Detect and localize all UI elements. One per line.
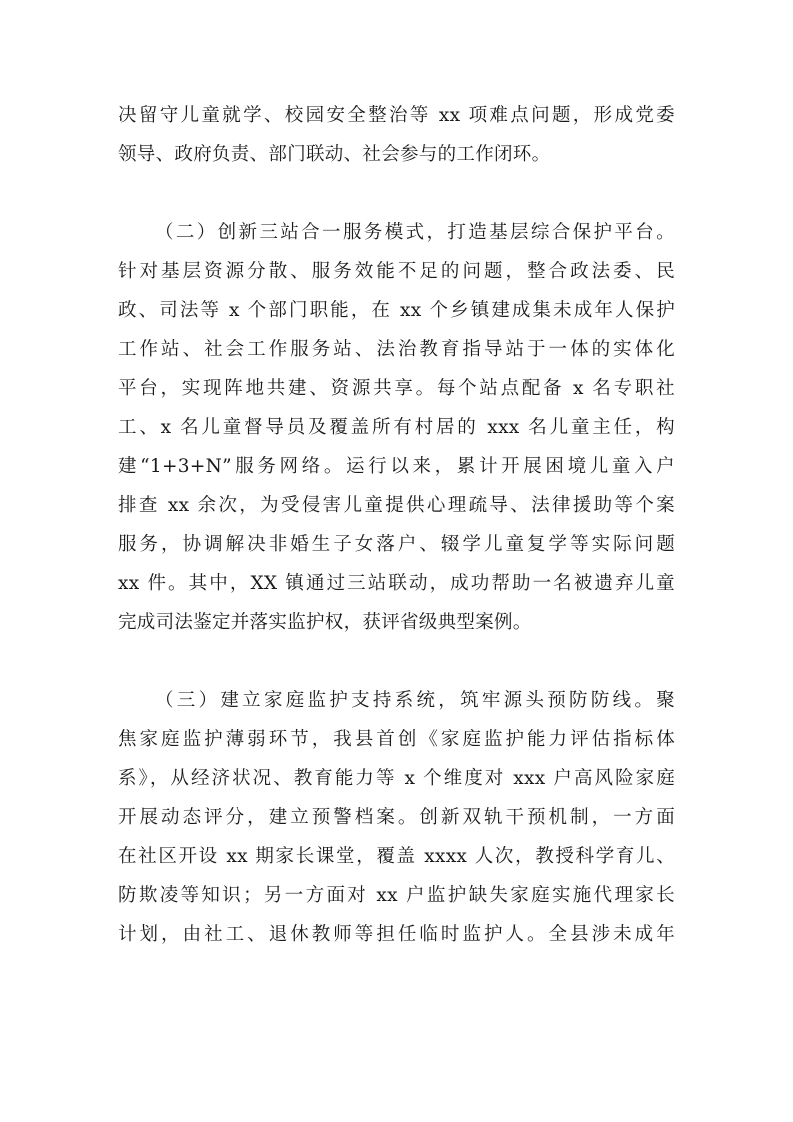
text-line: 系》，从经济状况、教育能力等 x 个维度对 xxx 户高风险家庭 (118, 768, 675, 789)
text-line: 工作站、社会工作服务站、法治教育指导站于一体的实体化 (118, 339, 675, 360)
text-line: 政、司法等 x 个部门职能，在 xx 个乡镇建成集未成年人保护 (118, 300, 675, 321)
text-line: 针对基层资源分散、服务效能不足的问题，整合政法委、民 (118, 261, 675, 282)
text-line: 平台，实现阵地共建、资源共享。每个站点配备 x 名专职社 (118, 378, 675, 399)
text-line: 开展动态评分，建立预警档案。创新双轨干预机制，一方面 (118, 807, 675, 828)
document-page (118, 96, 675, 954)
paragraph-section-two (118, 213, 675, 642)
text-line: 领导、政府负责、部门联动、社会参与的工作闭环。 (118, 144, 551, 165)
text-line: 计划，由社工、退休教师等担任临时监护人。全县涉未成年 (118, 924, 675, 945)
paragraph-section-three (118, 681, 675, 954)
text-line: 决留守儿童就学、校园安全整治等 xx 项难点问题，形成党委 (118, 105, 675, 126)
text-line: 建“1+3+N”服务网络。运行以来，累计开展困境儿童入户 (118, 456, 675, 477)
text-line: 服务，协调解决非婚生子女落户、辍学儿童复学等实际问题 (118, 534, 675, 555)
text-line: 防欺凌等知识；另一方面对 xx 户监护缺失家庭实施代理家长 (118, 885, 675, 906)
text-line: （二）创新三站合一服务模式，打造基层综合保护平台。 (155, 222, 675, 243)
text-line: 完成司法鉴定并落实监护权，获评省级典型案例。 (118, 612, 532, 633)
paragraph-spacer (118, 174, 675, 213)
text-line: 在社区开设 xx 期家长课堂，覆盖 xxxx 人次，教授科学育儿、 (118, 846, 675, 867)
text-line: 排查 xx 余次，为受侵害儿童提供心理疏导、法律援助等个案 (118, 495, 675, 516)
text-line: （三）建立家庭监护支持系统，筑牢源头预防防线。聚 (155, 690, 675, 711)
paragraph-spacer (118, 642, 675, 681)
paragraph-continuation (118, 96, 675, 174)
text-line: xx 件。其中，XX 镇通过三站联动，成功帮助一名被遗弃儿童 (118, 573, 675, 594)
text-line: 工、x 名儿童督导员及覆盖所有村居的 xxx 名儿童主任，构 (118, 417, 675, 438)
text-line: 焦家庭监护薄弱环节，我县首创《家庭监护能力评估指标体 (118, 729, 675, 750)
